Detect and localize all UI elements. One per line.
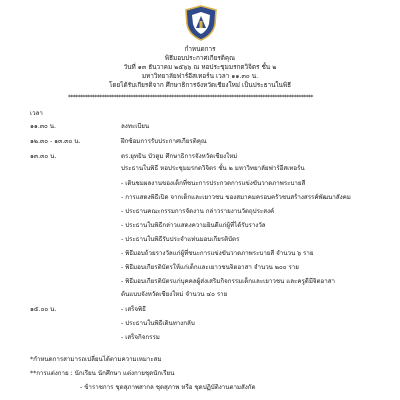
schedule-item: - การแสดงพิธีเปิด จากเด็กและเยาวชน ของสมาคมครอบครัวชนสร้างสรรค์พัฒนาสังคม	[121, 194, 351, 201]
schedule-item: - พิธีมอบถ้วยรางวัลแก่ผู้ที่ชนะการแข่งขันวาดภาพระบายสี จำนวน ๖ ราย	[121, 250, 314, 257]
schedule-item: - ประธานในพิธีเดินทางกลับ	[121, 320, 195, 327]
schedule-note: *กำหนดการสามารถเปลี่ยนได้ตามความเหมาะสม	[30, 356, 162, 363]
schedule-time: ๑๓.๓๐ น.	[30, 153, 57, 160]
schedule-item: - พิธีมอบเกียรติบัตรแก่บุคคลผู้ส่งเสริมกิจกรรมเด็กและเยาวชน และครูดีมีจิตอาสา	[121, 278, 335, 285]
dress-code-note: **การแต่งกาย : นักเรียน นักศึกษา แต่งกายชุดนักเรียน	[30, 370, 175, 377]
schedule-item: ต้นแบบจังหวัดเชียงใหม่ จำนวน ๔๐ ราย	[121, 291, 228, 298]
schedule-time: ๑๕.๐๐ น.	[30, 306, 57, 313]
schedule-item: - ประธานในพิธีกล่าวแสดงความยินดีแก่ผู้ที่ได้รับรางวัล	[121, 222, 266, 229]
ceremony-name: พิธีมอบประกาศเกียรติคุณ	[164, 54, 236, 62]
schedule-item: ลงทะเบียน	[121, 123, 150, 130]
schedule-item: ประธานในพิธี หอประชุมมรกตวิจิตร ชั้น ๒ มหาวิทยาลัยฟาร์อีสเทอร์น	[121, 165, 305, 172]
schedule-time: ๑๑.๓๐ น.	[30, 123, 56, 130]
date-venue: วันที่ ๑๓ ธันวาคม ๒๕๖๖ ณ หอประชุมมรกตวิจิตร ชั้น ๒	[123, 63, 277, 71]
schedule-item: - เสร็จพิธี	[121, 306, 146, 313]
university-shield-logo-icon	[183, 4, 219, 42]
schedule-item: - เสร็จกิจกรรม	[121, 334, 160, 341]
schedule-item: - เดินชมผลงานของเด็กที่ชนะการประกวดการแข่งขันวาดภาพระบายสี	[121, 180, 306, 187]
schedule-item: ดร.ยุทธิน บัวตูม ศึกษาธิการจังหวัดเชียงใหม่	[121, 153, 238, 160]
schedule-time: ๑๒.๓๐ - ๑๓.๓๐ น.	[30, 138, 81, 145]
university-time: มหาวิทยาลัยฟาร์อีสเทอร์น เวลา ๑๑.๓๐ น.	[141, 72, 259, 80]
time-heading: เวลา	[30, 110, 43, 117]
separator-line: ******************************************************************************************************	[68, 94, 313, 101]
schedule-item: - ประธานคณะกรรมการจัดงาน กล่าวรายงานวัตถุประสงค์	[121, 208, 275, 215]
presiding-line: โดยได้รับเกียรติจาก ศึกษาธิการจังหวัดเชียงใหม่ เป็นประธานในพิธี	[108, 81, 292, 89]
schedule-item: - พิธีมอบเกียรติบัตรให้แก่เด็กและเยาวชนจิตอาสา จำนวน ๒๐๐ ราย	[121, 264, 299, 271]
document-title: กำหนดการ	[184, 45, 216, 53]
dress-code-detail: - ข้าราชการ ชุดสุภาพสากล ชุดสุภาพ หรือ ชุดปฏิบัติงานตามสังกัด	[80, 384, 256, 391]
schedule-item: ฝึกซ้อมการรับประกาศเกียรติคุณ	[121, 138, 207, 145]
schedule-item: - ประธานในพิธีรับประจำแท่นมอบเกียรติบัตร	[121, 236, 240, 243]
